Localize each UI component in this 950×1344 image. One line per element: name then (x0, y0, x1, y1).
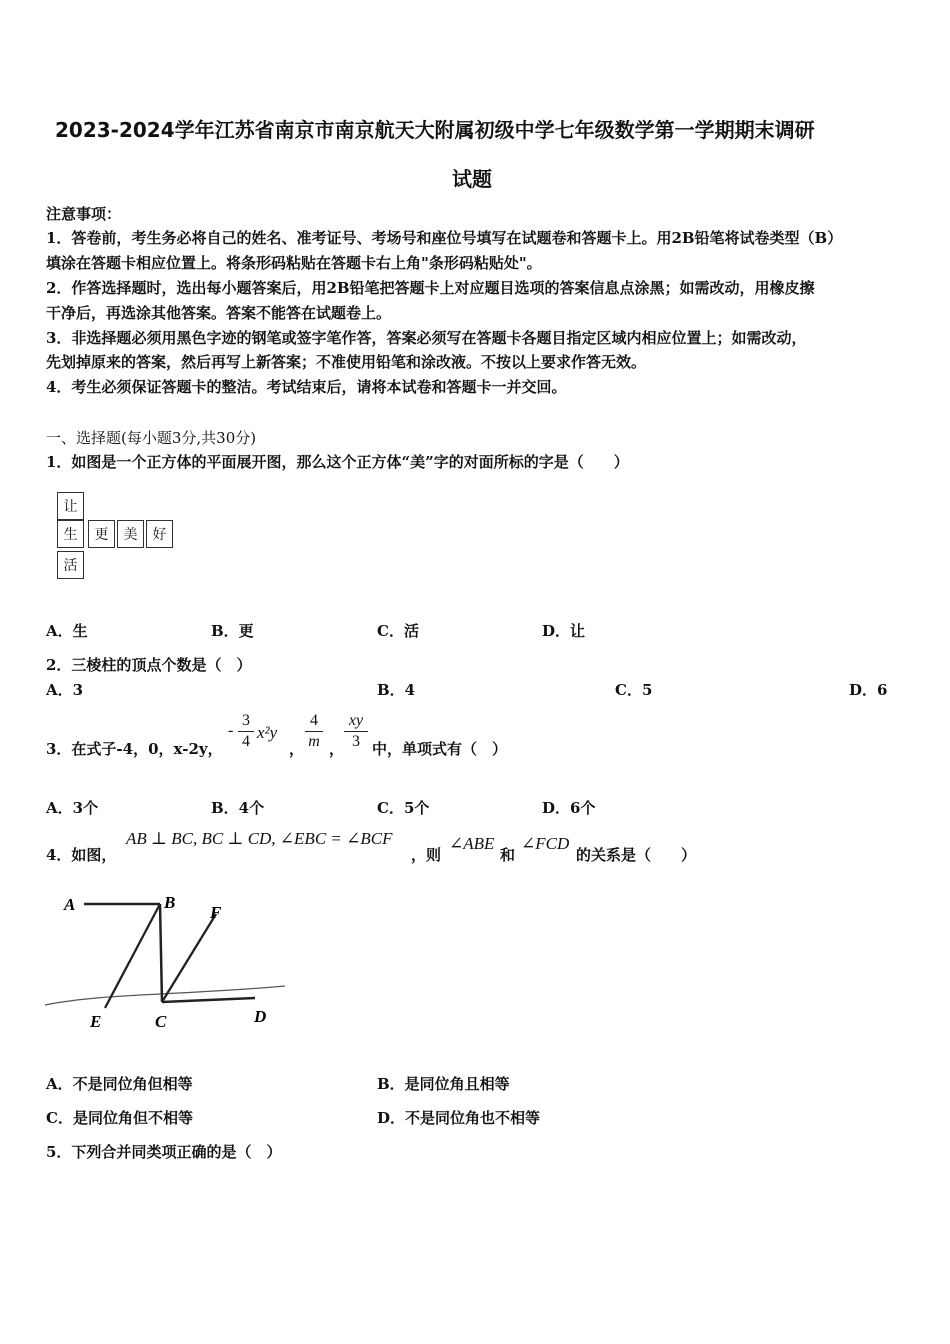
fraction-xy-3 (344, 712, 368, 751)
question-3-tail: 中，单项式有（ ） (372, 740, 508, 758)
notice-line: 先划掉原来的答案，然后再写上新答案；不准使用铅笔和涂改液。不按以上要求作答无效。 (46, 353, 647, 371)
question-4-text: 和 (500, 846, 516, 864)
label-e: E (90, 1012, 102, 1031)
fraction-4-m (305, 712, 323, 751)
frac-num: 3 (242, 712, 250, 729)
label-d: D (254, 1007, 267, 1026)
notice-line: 3．非选择题必须用黑色字迹的钢笔或签字笔作答，答案必须写在答题卡各题目指定区域内相应位置上；如需改动， (46, 329, 807, 347)
option-a[interactable]: A．3 (46, 681, 84, 699)
option-d[interactable]: D．不是同位角也不相等 (377, 1109, 541, 1127)
option-a[interactable]: A．生 (46, 622, 88, 640)
section-heading: 一、选择题(每小题3分,共30分) (46, 429, 257, 447)
option-d[interactable]: D．6 (849, 681, 888, 699)
question-1-stem: 1．如图是一个正方体的平面展开图，那么这个正方体“美”字的对面所标的字是（ ） (46, 453, 629, 471)
option-b[interactable]: B．4个 (211, 799, 265, 817)
notice-line: 2．作答选择题时，选出每小题答案后，用2B铅笔把答题卡上对应题目选项的答案信息点涂黑；如需改动，用橡皮擦 (46, 279, 815, 297)
option-a[interactable]: A．不是同位角但相等 (46, 1075, 193, 1093)
angle-abe: ∠ABE (449, 834, 495, 853)
notice-line: 干净后，再选涂其他答案。答案不能答在试题卷上。 (46, 304, 392, 322)
geometry-figure (40, 880, 300, 1040)
question-4-text: ，则 (411, 846, 442, 864)
page-title-line2: 试题 (452, 167, 492, 191)
option-c[interactable]: C．5 (615, 681, 653, 699)
option-d[interactable]: D．让 (542, 622, 586, 640)
notice-heading: 注意事项： (46, 205, 122, 223)
option-d[interactable]: D．6个 (542, 799, 596, 817)
net-cell: 好 (146, 520, 173, 548)
frac-num: 4 (310, 712, 318, 729)
option-b[interactable]: B．是同位角且相等 (377, 1075, 510, 1093)
option-b[interactable]: B．更 (211, 622, 254, 640)
option-c[interactable]: C．活 (377, 622, 419, 640)
option-c[interactable]: C．5个 (377, 799, 430, 817)
comma: ， (329, 740, 345, 758)
frac-sign: - (228, 722, 234, 739)
frac-den: m (308, 733, 320, 750)
comma: ， (289, 740, 305, 758)
page-title: 2023-2024学年江苏省南京市南京航天大附属初级中学七年级数学第一学期期末调研 (55, 118, 815, 142)
label-f: F (210, 903, 222, 922)
condition-formula: AB ⊥ BC, BC ⊥ CD, ∠EBC = ∠BCF (126, 829, 393, 848)
question-4-stem: 4．如图， (46, 846, 117, 864)
notice-line: 1．答卷前，考生务必将自己的姓名、准考证号、考场号和座位号填写在试题卷和答题卡上。用2B铅笔将试卷类型（B） (46, 229, 843, 247)
question-5-stem: 5．下列合并同类项正确的是（ ） (46, 1143, 282, 1161)
net-cell: 让 (57, 492, 84, 520)
notice-line: 填涂在答题卡相应位置上。将条形码粘贴在答题卡右上角"条形码粘贴处"。 (46, 254, 542, 272)
label-c: C (155, 1012, 167, 1031)
notice-line: 4．考生必须保证答题卡的整洁。考试结束后，请将本试卷和答题卡一并交回。 (46, 378, 567, 396)
option-a[interactable]: A．3个 (46, 799, 99, 817)
option-c[interactable]: C．是同位角但不相等 (46, 1109, 193, 1127)
label-a: A (64, 895, 76, 914)
question-2-stem: 2．三棱柱的顶点个数是（ ） (46, 656, 252, 674)
question-4-tail: 的关系是（ ） (576, 846, 697, 864)
label-b: B (164, 893, 176, 912)
frac-den: 3 (352, 733, 360, 750)
fraction-3-4 (238, 712, 254, 751)
frac-num: xy (348, 712, 364, 729)
net-cell: 生 (57, 520, 84, 548)
frac-den: 4 (242, 733, 250, 750)
net-cell: 美 (117, 520, 144, 548)
angle-fcd: ∠FCD (521, 834, 570, 853)
net-cell: 更 (88, 520, 115, 548)
question-3-stem: 3．在式子-4，0，x-2y， (46, 740, 223, 758)
option-b[interactable]: B．4 (377, 681, 416, 699)
frac-tail: x²y (257, 723, 278, 742)
net-cell: 活 (57, 551, 84, 579)
